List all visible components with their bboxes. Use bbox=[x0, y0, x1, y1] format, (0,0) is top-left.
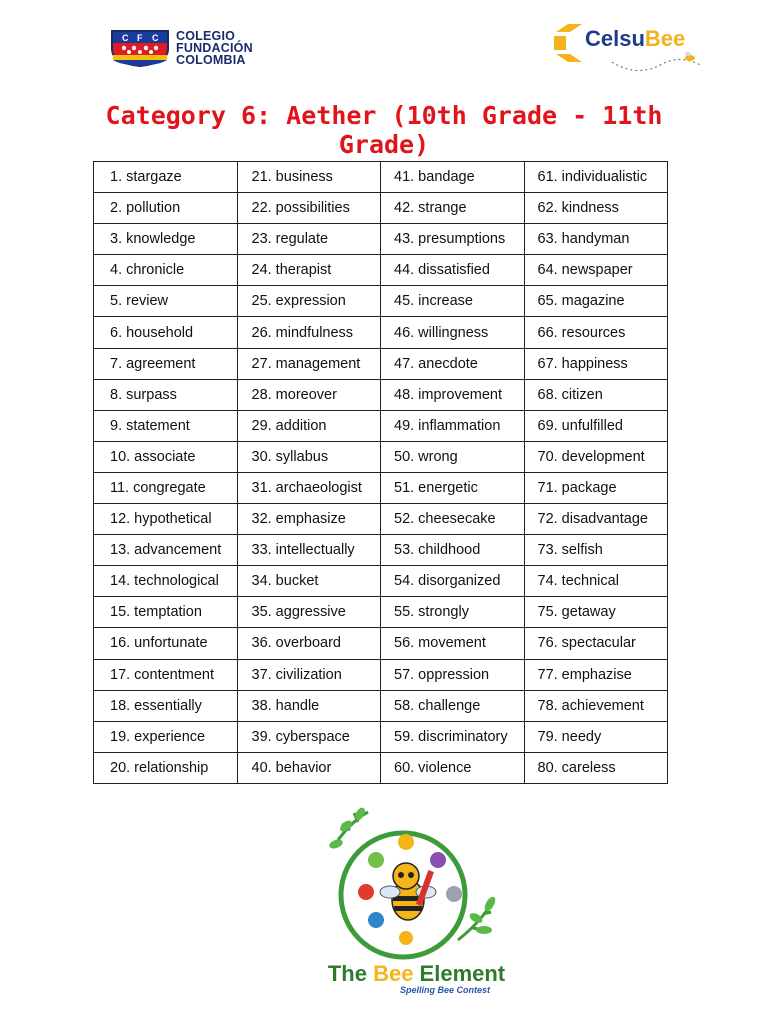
word-cell: 1. stargaze bbox=[94, 162, 238, 193]
word-cell: 57. oppression bbox=[381, 659, 525, 690]
school-name-line-3: COLOMBIA bbox=[176, 53, 246, 67]
word-cell: 46. willingness bbox=[381, 317, 525, 348]
word-cell: 26. mindfulness bbox=[237, 317, 381, 348]
table-row bbox=[94, 628, 668, 659]
footer-logo-part-3: Element bbox=[413, 961, 506, 986]
crest-letter-3: C bbox=[152, 33, 159, 43]
word-cell: 20. relationship bbox=[94, 752, 238, 783]
table-row bbox=[94, 752, 668, 783]
table-row bbox=[94, 504, 668, 535]
table-row bbox=[94, 535, 668, 566]
word-cell: 76. spectacular bbox=[524, 628, 668, 659]
word-cell: 22. possibilities bbox=[237, 193, 381, 224]
word-cell: 34. bucket bbox=[237, 566, 381, 597]
word-cell: 53. childhood bbox=[381, 535, 525, 566]
word-cell: 33. intellectually bbox=[237, 535, 381, 566]
word-cell: 38. handle bbox=[237, 690, 381, 721]
brand-logo bbox=[552, 20, 712, 72]
school-crest-icon bbox=[110, 29, 170, 67]
page-title: Category 6: Aether (10th Grade - 11th Grade) bbox=[105, 101, 663, 159]
word-cell: 49. inflammation bbox=[381, 410, 525, 441]
word-cell: 10. associate bbox=[94, 441, 238, 472]
table-row bbox=[94, 690, 668, 721]
table-row bbox=[94, 659, 668, 690]
table-row bbox=[94, 286, 668, 317]
word-cell: 18. essentially bbox=[94, 690, 238, 721]
word-cell: 48. improvement bbox=[381, 379, 525, 410]
word-cell: 68. citizen bbox=[524, 379, 668, 410]
table-row bbox=[94, 379, 668, 410]
word-cell: 56. movement bbox=[381, 628, 525, 659]
footer-logo-part-1: The bbox=[327, 961, 374, 986]
word-cell: 5. review bbox=[94, 286, 238, 317]
crest-letter-2: F bbox=[137, 33, 143, 43]
word-cell: 15. temptation bbox=[94, 597, 238, 628]
school-name-line-1: COLEGIO bbox=[176, 29, 236, 43]
word-cell: 47. anecdote bbox=[381, 348, 525, 379]
word-cell: 72. disadvantage bbox=[524, 504, 668, 535]
word-cell: 51. energetic bbox=[381, 472, 525, 503]
word-cell: 19. experience bbox=[94, 721, 238, 752]
table-row bbox=[94, 255, 668, 286]
word-cell: 41. bandage bbox=[381, 162, 525, 193]
word-cell: 31. archaeologist bbox=[237, 472, 381, 503]
word-cell: 55. strongly bbox=[381, 597, 525, 628]
brand-name-part-2: Bee bbox=[644, 26, 686, 51]
word-cell: 80. careless bbox=[524, 752, 668, 783]
word-cell: 9. statement bbox=[94, 410, 238, 441]
word-cell: 2. pollution bbox=[94, 193, 238, 224]
table-row bbox=[94, 566, 668, 597]
word-cell: 65. magazine bbox=[524, 286, 668, 317]
word-cell: 30. syllabus bbox=[237, 441, 381, 472]
brand-name-part-1: Celsu bbox=[585, 26, 645, 51]
word-cell: 32. emphasize bbox=[237, 504, 381, 535]
word-cell: 78. achievement bbox=[524, 690, 668, 721]
word-cell: 77. emphazise bbox=[524, 659, 668, 690]
school-logo bbox=[110, 29, 253, 67]
table-row bbox=[94, 472, 668, 503]
word-cell: 23. regulate bbox=[237, 224, 381, 255]
brand-name bbox=[585, 26, 685, 52]
school-name bbox=[176, 30, 253, 66]
table-row bbox=[94, 317, 668, 348]
footer-logo-subtitle: Spelling Bee Contest bbox=[400, 985, 491, 995]
word-cell: 16. unfortunate bbox=[94, 628, 238, 659]
word-cell: 63. handyman bbox=[524, 224, 668, 255]
word-cell: 59. discriminatory bbox=[381, 721, 525, 752]
word-cell: 69. unfulfilled bbox=[524, 410, 668, 441]
word-cell: 35. aggressive bbox=[237, 597, 381, 628]
word-cell: 44. dissatisfied bbox=[381, 255, 525, 286]
word-cell: 6. household bbox=[94, 317, 238, 348]
word-cell: 50. wrong bbox=[381, 441, 525, 472]
word-cell: 11. congregate bbox=[94, 472, 238, 503]
word-cell: 54. disorganized bbox=[381, 566, 525, 597]
word-cell: 17. contentment bbox=[94, 659, 238, 690]
word-cell: 27. management bbox=[237, 348, 381, 379]
crest-letter-1: C bbox=[122, 33, 129, 43]
word-table-body bbox=[94, 162, 668, 784]
table-row bbox=[94, 721, 668, 752]
footer-logo-part-2: Bee bbox=[373, 961, 414, 986]
word-cell: 7. agreement bbox=[94, 348, 238, 379]
table-row bbox=[94, 348, 668, 379]
word-cell: 8. surpass bbox=[94, 379, 238, 410]
word-cell: 71. package bbox=[524, 472, 668, 503]
word-cell: 60. violence bbox=[381, 752, 525, 783]
word-cell: 29. addition bbox=[237, 410, 381, 441]
word-cell: 25. expression bbox=[237, 286, 381, 317]
table-row bbox=[94, 162, 668, 193]
table-row bbox=[94, 441, 668, 472]
word-table bbox=[93, 161, 668, 784]
word-cell: 43. presumptions bbox=[381, 224, 525, 255]
word-cell: 36. overboard bbox=[237, 628, 381, 659]
word-cell: 28. moreover bbox=[237, 379, 381, 410]
school-name-line-2: FUNDACIÓN bbox=[176, 41, 253, 55]
word-cell: 4. chronicle bbox=[94, 255, 238, 286]
word-cell: 24. therapist bbox=[237, 255, 381, 286]
footer-logo-title bbox=[309, 962, 524, 986]
word-cell: 64. newspaper bbox=[524, 255, 668, 286]
word-cell: 79. needy bbox=[524, 721, 668, 752]
table-row bbox=[94, 193, 668, 224]
word-cell: 14. technological bbox=[94, 566, 238, 597]
table-row bbox=[94, 224, 668, 255]
word-cell: 21. business bbox=[237, 162, 381, 193]
word-cell: 62. kindness bbox=[524, 193, 668, 224]
word-cell: 13. advancement bbox=[94, 535, 238, 566]
word-cell: 12. hypothetical bbox=[94, 504, 238, 535]
word-cell: 45. increase bbox=[381, 286, 525, 317]
table-row bbox=[94, 410, 668, 441]
word-cell: 37. civilization bbox=[237, 659, 381, 690]
word-cell: 66. resources bbox=[524, 317, 668, 348]
table-row bbox=[94, 597, 668, 628]
word-cell: 40. behavior bbox=[237, 752, 381, 783]
word-cell: 67. happiness bbox=[524, 348, 668, 379]
word-cell: 73. selfish bbox=[524, 535, 668, 566]
word-cell: 74. technical bbox=[524, 566, 668, 597]
word-cell: 42. strange bbox=[381, 193, 525, 224]
word-cell: 75. getaway bbox=[524, 597, 668, 628]
word-cell: 58. challenge bbox=[381, 690, 525, 721]
page-header bbox=[0, 0, 768, 100]
word-cell: 3. knowledge bbox=[94, 224, 238, 255]
word-cell: 52. cheesecake bbox=[381, 504, 525, 535]
word-cell: 61. individualistic bbox=[524, 162, 668, 193]
word-cell: 70. development bbox=[524, 441, 668, 472]
word-cell: 39. cyberspace bbox=[237, 721, 381, 752]
